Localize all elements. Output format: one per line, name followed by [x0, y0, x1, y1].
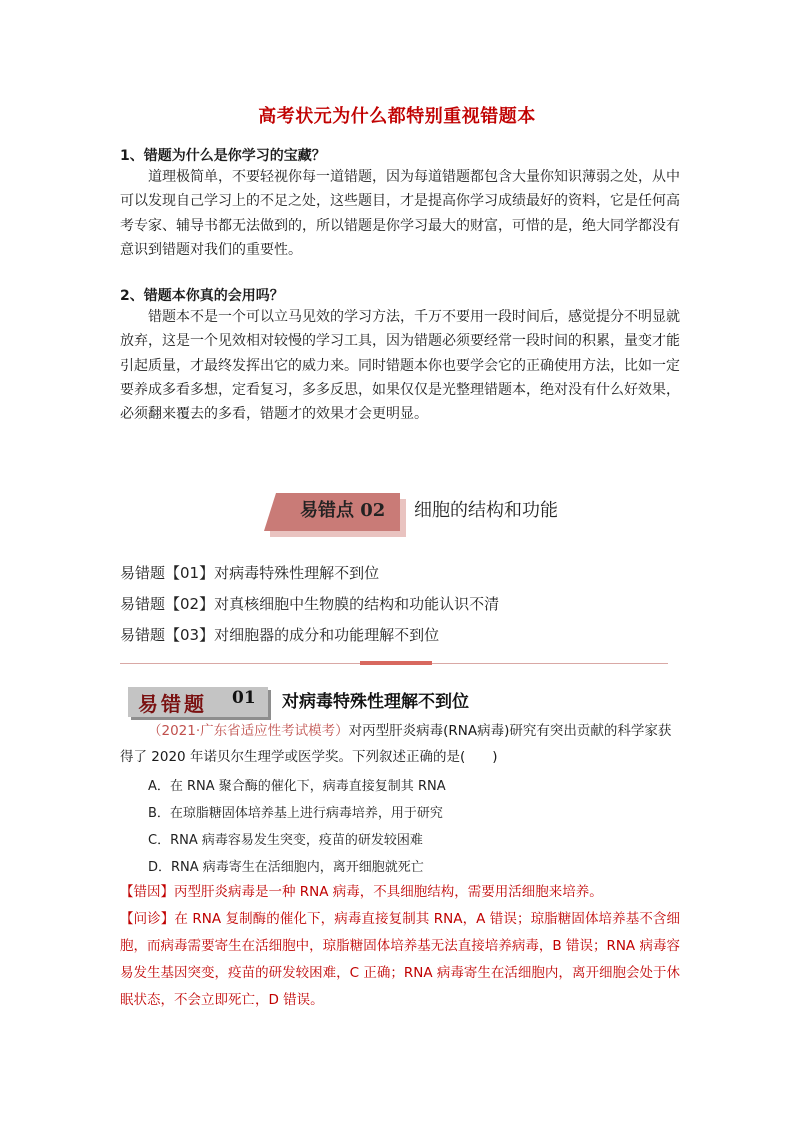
section1-heading: 1、错题为什么是你学习的宝藏？	[120, 148, 326, 164]
error-item-03: 易错题【03】对细胞器的成分和功能理解不到位	[120, 626, 440, 644]
cause-label: 【错因】	[120, 884, 174, 900]
diagnosis-label: 【问诊】	[120, 911, 175, 927]
question-text: 对丙型肝炎病毒(RNA病毒)研究有突出贡献的科学家获得了 2020 年诺贝尔生理学或医学奖。下列叙述正确的是( )	[120, 723, 672, 765]
section1-body: 道理极简单，不要轻视你每一道错题，因为每道错题都包含大量你知识薄弱之处，从中可以发现自己学习上的不足之处，这些题目，才是提高你学习成绩最好的资料，它是任何高考专家、辅导书都无法做到的，所以错题是你学习最大的财富，可惜的是，绝大同学都没有意识到错题对我们的重要性。	[120, 169, 680, 258]
section2-body: 错题本不是一个可以立马见效的学习方法，千万不要用一段时间后，感觉提分不明显就放弃，这是一个见效相对较慢的学习工具，因为错题必须要经常一段时间的积累，量变才能引起质量，才最终发挥出它的威力来。同时错题本你也要学会它的正确使用方法，比如一定要养成多看多想，定看复习，多多反思，如果仅仅是光整理错题本，绝对没有什么好效果，必须翻来覆去的多看，错题才的效果才会更明显。	[120, 309, 680, 423]
cause-text: 丙型肝炎病毒是一种 RNA 病毒，不具细胞结构，需要用活细胞来培养。	[174, 884, 603, 900]
error-item-01: 易错题【01】对病毒特殊性理解不到位	[120, 564, 380, 582]
question-tag-title: 对病毒特殊性理解不到位	[282, 692, 469, 712]
option-b: B．在琼脂糖固体培养基上进行病毒培养，用于研究	[148, 806, 443, 821]
question-source: （2021·广东省适应性考试模考）	[148, 723, 349, 739]
question-stem	[120, 718, 680, 770]
diagnosis	[120, 906, 680, 1014]
divider-accent	[360, 661, 432, 665]
question-tag: 易错题	[138, 692, 207, 716]
banner-notch	[264, 493, 276, 531]
banner-label: 易错点 02	[300, 500, 386, 521]
page-title: 高考状元为什么都特别重视错题本	[258, 106, 536, 127]
section2-heading: 2、错题本你真的会用吗？	[120, 288, 284, 304]
error-cause	[120, 879, 680, 906]
option-a: A．在 RNA 聚合酶的催化下，病毒直接复制其 RNA	[148, 779, 446, 794]
banner-title: 细胞的结构和功能	[414, 500, 558, 521]
diagnosis-text: 在 RNA 复制酶的催化下，病毒直接复制其 RNA，A 错误；琼脂糖固体培养基不含细胞，而病毒需要寄生在活细胞中，琼脂糖固体培养基无法直接培养病毒，B 错误；RNA 病毒容易发生基因突变，疫苗的研发较困难，C 正确；RNA 病毒寄生在活细胞内，离开细胞会处于休眠状态，不会立即死亡，D 错误。	[120, 911, 681, 1008]
error-item-02: 易错题【02】对真核细胞中生物膜的结构和功能认识不清	[120, 595, 500, 613]
option-c: C．RNA 病毒容易发生突变，疫苗的研发较困难	[148, 833, 423, 848]
option-d: D．RNA 病毒寄生在活细胞内，离开细胞就死亡	[148, 860, 424, 875]
question-tag-number: 01	[232, 688, 256, 708]
